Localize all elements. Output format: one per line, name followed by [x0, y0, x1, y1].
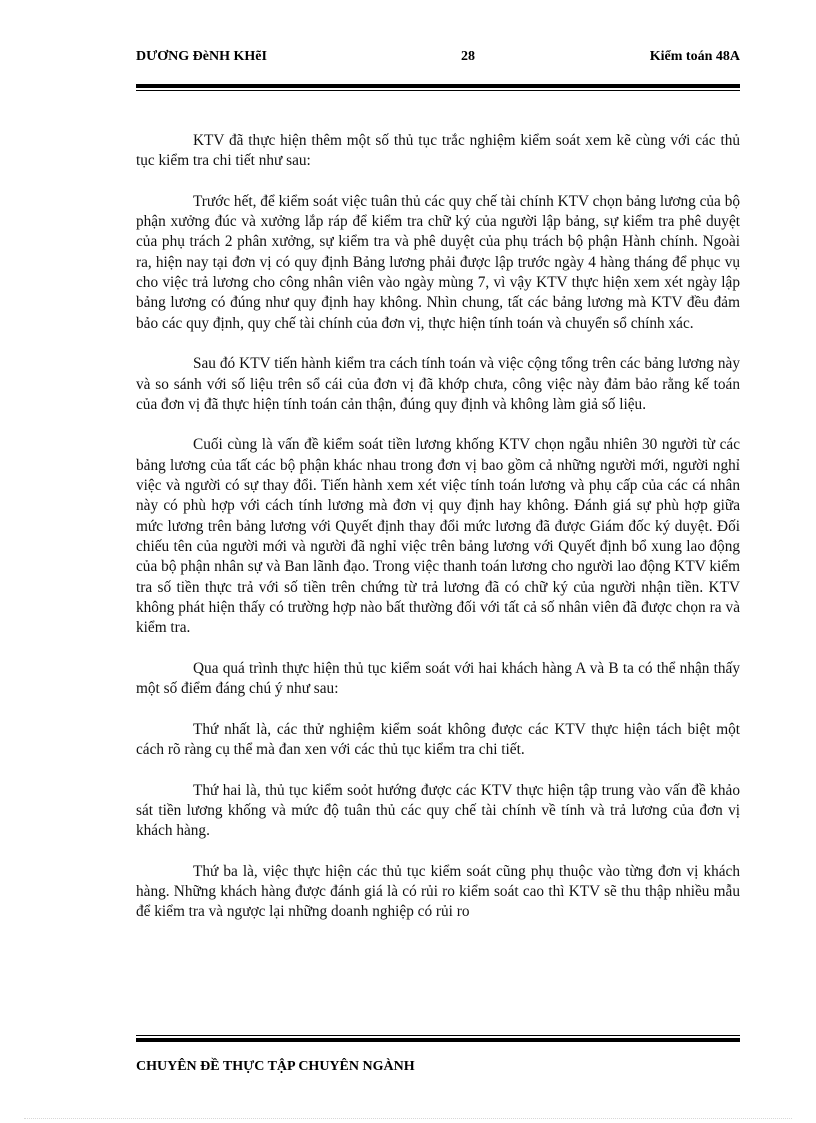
- paragraph: Thứ ba là, việc thực hiện các thủ tục kiểm soát cũng phụ thuộc vào từng đơn vị khách hàng. Những khách hàng được đánh giá là có rủi ro kiểm soát cao thì KTV sẽ thu thập nhiều mẫu để kiểm tra và ngược lại những doanh nghiệp có rủi ro: [136, 862, 740, 921]
- header-rule: [136, 84, 740, 91]
- header-rule-thick: [136, 84, 740, 88]
- footer-rule-thin: [136, 1035, 740, 1036]
- header-rule-thin: [136, 90, 740, 91]
- paragraph: KTV đã thực hiện thêm một số thủ tục trắc nghiệm kiểm soát xem kẽ cùng với các thủ tục kiểm tra chi tiết như sau:: [136, 132, 740, 170]
- paragraph: Thứ nhất là, các thử nghiệm kiểm soát không được các KTV thực hiện tách biệt một cách rõ ràng cụ thể mà đan xen với các thủ tục kiểm tra chi tiết.: [136, 720, 740, 758]
- page-edge-divider: [24, 1118, 792, 1119]
- paragraph: Sau đó KTV tiến hành kiểm tra cách tính toán và việc cộng tổng trên các bảng lương này và so sánh với số liệu trên sổ cái của đơn vị đã khớp chưa, công việc này đảm bảo rằng kế toán của đơn vị đã thực hiện tính toán cản thận, đúng quy định và không làm giả số liệu.: [136, 355, 740, 413]
- page-header: [136, 49, 740, 69]
- body-text: [136, 131, 740, 943]
- paragraph: Cuối cùng là vấn đề kiểm soát tiền lương khống KTV chọn ngẫu nhiên 30 người từ các bảng lương của tất các bộ phận khác nhau trong đơn vị bao gồm cả những người mới, người nghỉ việc và người có sự thay đổi. Tiến hành xem xét việc tính toán lương và phụ cấp của các cá nhân này có phù hợp với cách tính lương mà đơn vị quy định hay không. Đánh giá sự phù hợp giữa mức lương trên bảng lương với Quyết định thay đổi mức lương đã được Giám đốc ký duyệt. Đối chiếu tên của người mới và người đã nghỉ việc trên bảng lương với Quyết định bổ xung lao động của bộ phận nhân sự và Ban lãnh đạo. Trong việc thanh toán lương cho người lao động KTV kiểm tra số tiền thực trả với số tiền trên chứng từ trả lương đã có chữ ký của người nhận tiền. KTV không phát hiện thấy có trường hợp nào bất thường đối với tất cả số nhân viên đã được chọn ra và kiểm tra.: [136, 436, 740, 637]
- page-footer: CHUYÊN ĐỀ THỰC TẬP CHUYÊN NGÀNH: [136, 1059, 415, 1074]
- footer-rule-thick: [136, 1038, 740, 1042]
- header-author: DƯƠNG ĐèNH KHẽI: [136, 49, 267, 64]
- footer-rule: [136, 1035, 740, 1042]
- header-class: Kiểm toán 48A: [649, 49, 740, 64]
- header-page-number: 28: [461, 49, 475, 64]
- paragraph: Trước hết, để kiểm soát việc tuân thủ các quy chế tài chính KTV chọn bảng lương của bộ phận xưởng đúc và xưởng lắp ráp để kiểm tra chữ ký của người lập bảng, sự kiểm tra phê duyệt của phụ trách 2 phân xưởng, sự kiểm tra và phê duyệt của phụ trách bộ phận Hành chính. Ngoài ra, hiện nay tại đơn vị có quy định Bảng lương phải được lập trước ngày 4 hàng tháng để phục vụ cho việc trả lương cho công nhân viên vào ngày mùng 7, vì vậy KTV thực hiện xem xét ngày lập bảng lương có đúng như quy định hay không. Nhìn chung, tất các bảng lương mà KTV đều đảm bảo các quy định, quy chế tài chính của đơn vị, thực hiện tính toán và chuyển sổ chính xác.: [136, 192, 740, 332]
- paragraph: Thứ hai là, thủ tục kiểm soỏt hướng được các KTV thực hiện tập trung vào vấn đề khảo sát tiền lương khống và mức độ tuân thủ các quy chế tài chính về tính và trả lương của đơn vị khách hàng.: [136, 781, 740, 840]
- paragraph: Qua quá trình thực hiện thủ tục kiểm soát với hai khách hàng A và B ta có thể nhận thấy một số điểm đáng chú ý như sau:: [136, 659, 740, 698]
